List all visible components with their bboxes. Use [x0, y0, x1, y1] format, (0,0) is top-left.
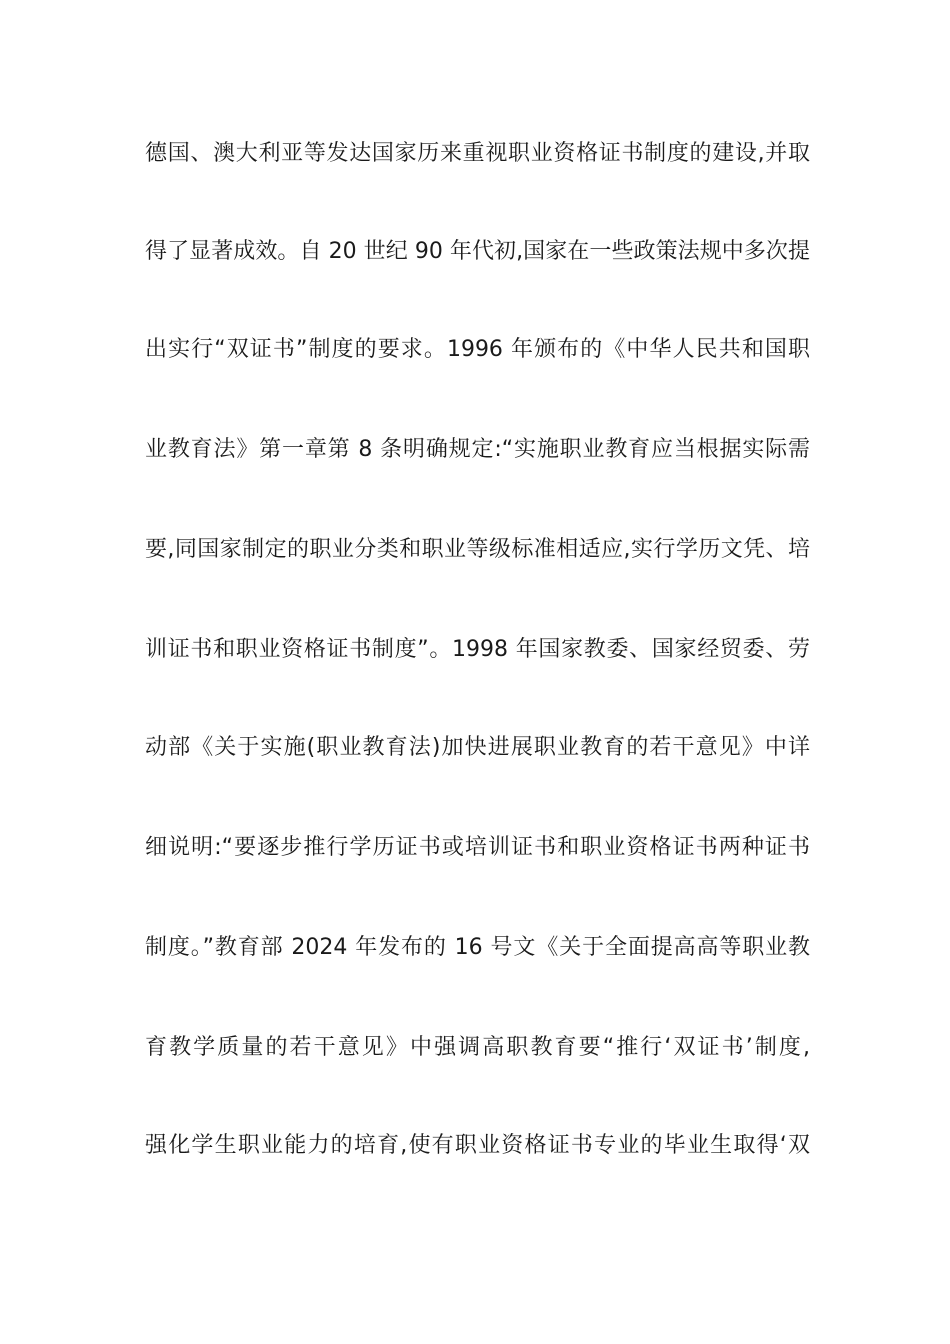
text-line: 得了显著成效。自 20 世纪 90 年代初,国家在一些政策法规中多次提	[145, 239, 810, 264]
text-line: 育教学质量的若干意见》中强调高职教育要“推行‘双证书’制度,	[145, 1035, 810, 1060]
text-line: 强化学生职业能力的培育,使有职业资格证书专业的毕业生取得‘双	[145, 1133, 810, 1158]
text-line: 出实行“双证书”制度的要求。1996 年颁布的《中华人民共和国职	[145, 337, 810, 362]
text-line: 训证书和职业资格证书制度”。1998 年国家教委、国家经贸委、劳	[145, 637, 810, 662]
text-line: 制度。”教育部 2024 年发布的 16 号文《关于全面提高高等职业教	[145, 935, 810, 960]
text-line: 细说明:“要逐步推行学历证书或培训证书和职业资格证书两种证书	[145, 835, 810, 860]
text-line: 动部《关于实施(职业教育法)加快进展职业教育的若干意见》中详	[145, 735, 810, 760]
text-line: 业教育法》第一章第 8 条明确规定:“实施职业教育应当根据实际需	[145, 437, 810, 462]
text-line: 德国、澳大利亚等发达国家历来重视职业资格证书制度的建设,并取	[145, 141, 810, 166]
text-line: 要,同国家制定的职业分类和职业等级标准相适应,实行学历文凭、培	[145, 537, 810, 562]
